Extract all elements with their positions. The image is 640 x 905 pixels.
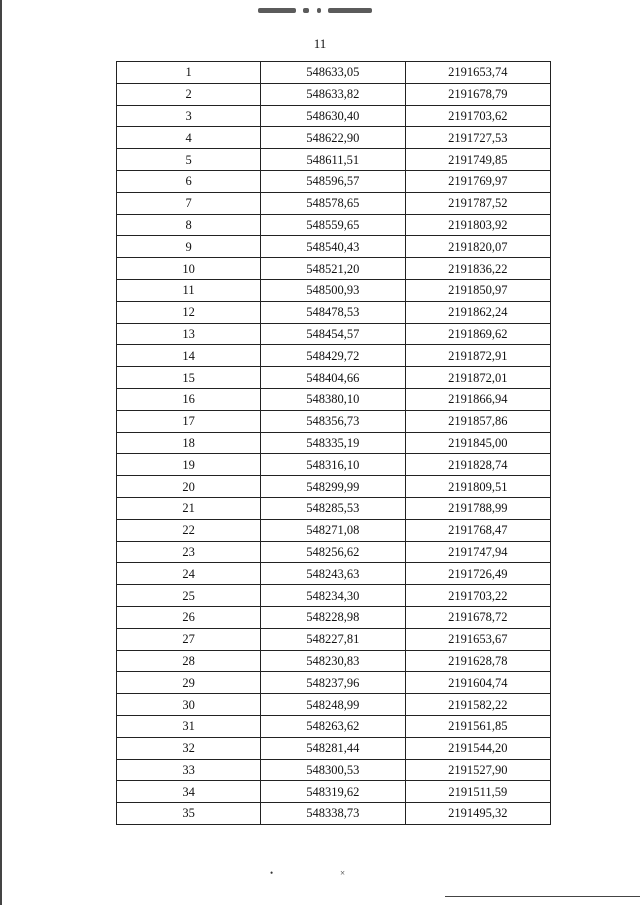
table-row	[117, 149, 551, 171]
scan-blot	[328, 8, 372, 13]
y-coordinate-cell: 2191769,97	[405, 170, 550, 192]
point-number-cell: 21	[117, 497, 261, 519]
point-number-cell: 3	[117, 105, 261, 127]
y-coordinate-cell: 2191747,94	[405, 541, 550, 563]
table-row	[117, 563, 551, 585]
x-coordinate-cell: 548356,73	[261, 410, 405, 432]
x-coordinate-cell: 548281,44	[261, 737, 405, 759]
point-number-cell: 30	[117, 694, 261, 716]
y-coordinate-cell: 2191604,74	[405, 672, 550, 694]
x-coordinate-cell: 548248,99	[261, 694, 405, 716]
y-coordinate-cell: 2191850,97	[405, 279, 550, 301]
table-row	[117, 236, 551, 258]
y-coordinate-cell: 2191803,92	[405, 214, 550, 236]
scan-bottom-line	[445, 896, 640, 897]
table-row	[117, 628, 551, 650]
point-number-cell: 23	[117, 541, 261, 563]
point-number-cell: 10	[117, 258, 261, 280]
scan-edge-line	[0, 0, 2, 905]
y-coordinate-cell: 2191703,22	[405, 585, 550, 607]
point-number-cell: 33	[117, 759, 261, 781]
x-coordinate-cell: 548633,05	[261, 62, 405, 84]
x-coordinate-cell: 548478,53	[261, 301, 405, 323]
table-row	[117, 323, 551, 345]
table-row	[117, 476, 551, 498]
y-coordinate-cell: 2191749,85	[405, 149, 550, 171]
x-coordinate-cell: 548404,66	[261, 367, 405, 389]
y-coordinate-cell: 2191809,51	[405, 476, 550, 498]
point-number-cell: 14	[117, 345, 261, 367]
scan-blot	[317, 8, 321, 13]
x-coordinate-cell: 548228,98	[261, 606, 405, 628]
point-number-cell: 16	[117, 388, 261, 410]
table-row	[117, 585, 551, 607]
table-row	[117, 672, 551, 694]
x-coordinate-cell: 548316,10	[261, 454, 405, 476]
x-coordinate-cell: 548630,40	[261, 105, 405, 127]
y-coordinate-cell: 2191678,72	[405, 606, 550, 628]
y-coordinate-cell: 2191544,20	[405, 737, 550, 759]
point-number-cell: 28	[117, 650, 261, 672]
point-number-cell: 29	[117, 672, 261, 694]
y-coordinate-cell: 2191828,74	[405, 454, 550, 476]
x-coordinate-cell: 548578,65	[261, 192, 405, 214]
x-coordinate-cell: 548521,20	[261, 258, 405, 280]
table-row	[117, 650, 551, 672]
table-row	[117, 367, 551, 389]
point-number-cell: 22	[117, 519, 261, 541]
table-row	[117, 694, 551, 716]
point-number-cell: 17	[117, 410, 261, 432]
x-coordinate-cell: 548500,93	[261, 279, 405, 301]
point-number-cell: 13	[117, 323, 261, 345]
table-row	[117, 454, 551, 476]
table-row	[117, 410, 551, 432]
point-number-cell: 19	[117, 454, 261, 476]
x-coordinate-cell: 548285,53	[261, 497, 405, 519]
x-coordinate-cell: 548540,43	[261, 236, 405, 258]
point-number-cell: 9	[117, 236, 261, 258]
y-coordinate-cell: 2191628,78	[405, 650, 550, 672]
table-row	[117, 803, 551, 825]
y-coordinate-cell: 2191869,62	[405, 323, 550, 345]
scan-blot	[303, 8, 309, 13]
x-coordinate-cell: 548256,62	[261, 541, 405, 563]
table-row	[117, 192, 551, 214]
table-row	[117, 62, 551, 84]
x-coordinate-cell: 548335,19	[261, 432, 405, 454]
x-coordinate-cell: 548300,53	[261, 759, 405, 781]
y-coordinate-cell: 2191857,86	[405, 410, 550, 432]
y-coordinate-cell: 2191727,53	[405, 127, 550, 149]
table-row	[117, 279, 551, 301]
table-row	[117, 301, 551, 323]
coordinates-table-body	[117, 62, 551, 825]
table-row	[117, 388, 551, 410]
y-coordinate-cell: 2191653,67	[405, 628, 550, 650]
point-number-cell: 34	[117, 781, 261, 803]
table-row	[117, 83, 551, 105]
scan-speck: ×	[340, 868, 346, 878]
x-coordinate-cell: 548596,57	[261, 170, 405, 192]
y-coordinate-cell: 2191678,79	[405, 83, 550, 105]
point-number-cell: 20	[117, 476, 261, 498]
y-coordinate-cell: 2191787,52	[405, 192, 550, 214]
x-coordinate-cell: 548237,96	[261, 672, 405, 694]
x-coordinate-cell: 548271,08	[261, 519, 405, 541]
table-row	[117, 759, 551, 781]
x-coordinate-cell: 548299,99	[261, 476, 405, 498]
point-number-cell: 8	[117, 214, 261, 236]
point-number-cell: 4	[117, 127, 261, 149]
x-coordinate-cell: 548263,62	[261, 715, 405, 737]
y-coordinate-cell: 2191527,90	[405, 759, 550, 781]
point-number-cell: 24	[117, 563, 261, 585]
x-coordinate-cell: 548234,30	[261, 585, 405, 607]
table-row	[117, 606, 551, 628]
x-coordinate-cell: 548243,63	[261, 563, 405, 585]
x-coordinate-cell: 548380,10	[261, 388, 405, 410]
table-row	[117, 258, 551, 280]
point-number-cell: 6	[117, 170, 261, 192]
y-coordinate-cell: 2191820,07	[405, 236, 550, 258]
point-number-cell: 1	[117, 62, 261, 84]
coordinates-table	[116, 61, 551, 825]
point-number-cell: 32	[117, 737, 261, 759]
point-number-cell: 25	[117, 585, 261, 607]
point-number-cell: 2	[117, 83, 261, 105]
y-coordinate-cell: 2191845,00	[405, 432, 550, 454]
y-coordinate-cell: 2191495,32	[405, 803, 550, 825]
y-coordinate-cell: 2191582,22	[405, 694, 550, 716]
x-coordinate-cell: 548611,51	[261, 149, 405, 171]
point-number-cell: 35	[117, 803, 261, 825]
scan-header-artifact	[258, 5, 388, 19]
table-row	[117, 345, 551, 367]
y-coordinate-cell: 2191653,74	[405, 62, 550, 84]
x-coordinate-cell: 548319,62	[261, 781, 405, 803]
page-number: 11	[313, 36, 327, 51]
y-coordinate-cell: 2191561,85	[405, 715, 550, 737]
table-row	[117, 781, 551, 803]
table-row	[117, 541, 551, 563]
point-number-cell: 15	[117, 367, 261, 389]
table-row	[117, 170, 551, 192]
table-row	[117, 105, 551, 127]
point-number-cell: 11	[117, 279, 261, 301]
table-row	[117, 214, 551, 236]
scan-blot	[258, 8, 296, 13]
point-number-cell: 26	[117, 606, 261, 628]
point-number-cell: 12	[117, 301, 261, 323]
table-row	[117, 127, 551, 149]
point-number-cell: 5	[117, 149, 261, 171]
y-coordinate-cell: 2191836,22	[405, 258, 550, 280]
point-number-cell: 27	[117, 628, 261, 650]
x-coordinate-cell: 548454,57	[261, 323, 405, 345]
table-row	[117, 715, 551, 737]
point-number-cell: 18	[117, 432, 261, 454]
table-row	[117, 737, 551, 759]
y-coordinate-cell: 2191511,59	[405, 781, 550, 803]
x-coordinate-cell: 548559,65	[261, 214, 405, 236]
y-coordinate-cell: 2191866,94	[405, 388, 550, 410]
y-coordinate-cell: 2191768,47	[405, 519, 550, 541]
x-coordinate-cell: 548230,83	[261, 650, 405, 672]
scan-speck: •	[270, 868, 274, 878]
y-coordinate-cell: 2191872,91	[405, 345, 550, 367]
y-coordinate-cell: 2191862,24	[405, 301, 550, 323]
x-coordinate-cell: 548338,73	[261, 803, 405, 825]
point-number-cell: 31	[117, 715, 261, 737]
x-coordinate-cell: 548227,81	[261, 628, 405, 650]
y-coordinate-cell: 2191788,99	[405, 497, 550, 519]
x-coordinate-cell: 548429,72	[261, 345, 405, 367]
table-row	[117, 519, 551, 541]
point-number-cell: 7	[117, 192, 261, 214]
x-coordinate-cell: 548622,90	[261, 127, 405, 149]
x-coordinate-cell: 548633,82	[261, 83, 405, 105]
table-row	[117, 497, 551, 519]
y-coordinate-cell: 2191872,01	[405, 367, 550, 389]
table-row	[117, 432, 551, 454]
y-coordinate-cell: 2191703,62	[405, 105, 550, 127]
y-coordinate-cell: 2191726,49	[405, 563, 550, 585]
